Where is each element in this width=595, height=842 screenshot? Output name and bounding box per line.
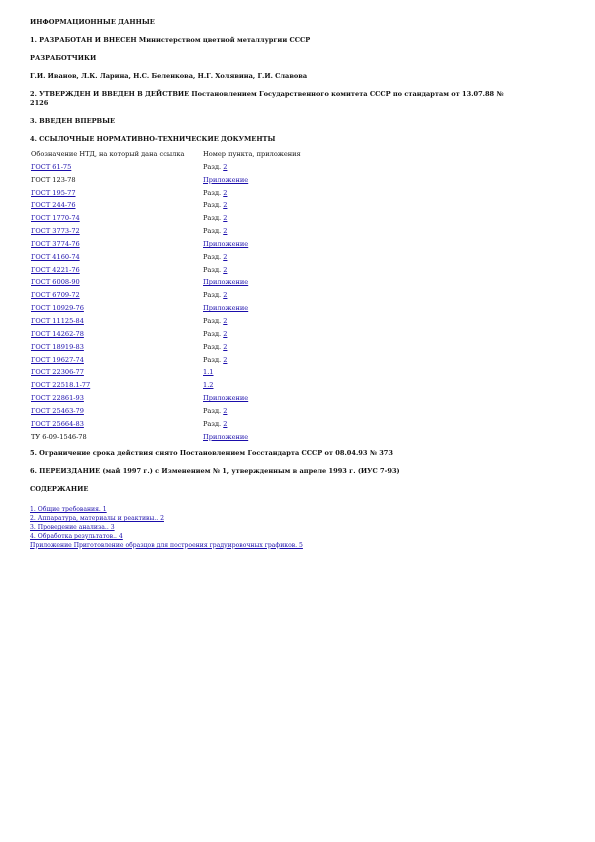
reference-clause-cell [203,317,301,330]
clause-link[interactable]: 2 [223,188,228,197]
developers-list: Г.И. Иванов, Л.К. Ларина, Н.С. Беленкова, Н.Г. Холявина, Г.И. Славова [30,72,308,80]
reference-clause-cell [203,240,301,253]
clause-link[interactable]: 2 [223,419,228,428]
reference-clause-cell [203,278,301,291]
reference-document-link[interactable]: ГОСТ 10929-76 [31,304,84,313]
table-row [31,189,301,202]
table-row [31,266,301,279]
reference-clause-cell [203,407,301,420]
toc-heading: СОДЕРЖАНИЕ [30,485,89,494]
table-row [31,214,301,227]
reference-clause-cell [203,381,301,394]
reference-document-cell [31,433,203,446]
reference-clause-cell [203,304,301,317]
clause-prefix: Разд. [203,316,224,325]
reference-clause-cell [203,266,301,279]
clause-link[interactable]: Приложение [203,278,249,287]
table-row [31,291,301,304]
clause-link[interactable]: 2 [223,406,228,415]
toc-item [30,506,573,515]
reference-document-text: ТУ 6-09-1546-78 [31,432,87,441]
reference-document-cell [31,201,203,214]
reference-document-link[interactable]: ГОСТ 11125-84 [31,316,84,325]
table-row [31,330,301,343]
reference-document-cell [31,176,203,189]
clause-prefix: Разд. [203,329,224,338]
reference-document-cell [31,407,203,420]
item-6-reissue: 6. ПЕРЕИЗДАНИЕ (май 1997 г.) с Изменением № 1, утвержденным в апреле 1993 г. (ИУС 7-93) [30,467,400,476]
reference-document-link[interactable]: ГОСТ 6709-72 [31,291,80,300]
reference-clause-cell [203,343,301,356]
reference-clause-cell [203,227,301,240]
table-row [31,201,301,214]
clause-link[interactable]: 2 [223,162,228,171]
reference-clause-cell [203,291,301,304]
reference-clause-cell [203,253,301,266]
reference-clause-cell [203,394,301,407]
table-row [31,317,301,330]
clause-link[interactable]: 2 [223,342,228,351]
reference-document-cell [31,330,203,343]
clause-link[interactable]: 2 [223,291,228,300]
reference-document-link[interactable]: ГОСТ 25463-79 [31,406,84,415]
toc-link[interactable]: Приложение Приготовление образцов для построения градуировочных графиков. 5 [30,541,303,549]
table-row [31,420,301,433]
reference-document-link[interactable]: ГОСТ 4221-76 [31,265,80,274]
reference-document-link[interactable]: ГОСТ 195-77 [31,188,76,197]
toc-item [30,515,573,524]
reference-document-link[interactable]: ГОСТ 6008-90 [31,278,80,287]
reference-clause-cell [203,433,301,446]
reference-document-link[interactable]: ГОСТ 22861-93 [31,394,84,403]
table-row [31,381,301,394]
reference-document-cell [31,253,203,266]
clause-link[interactable]: 1.1 [203,368,214,377]
toc-item [30,542,573,551]
table-row [31,368,301,381]
clause-link[interactable]: 2 [223,265,228,274]
reference-clause-cell [203,356,301,369]
clause-prefix: Разд. [203,214,224,223]
clause-prefix: Разд. [203,162,224,171]
references-table-body [31,163,301,446]
column-header-document: Обозначение НТД, на который дана ссылка [31,150,185,158]
reference-document-cell [31,368,203,381]
reference-document-link[interactable]: ГОСТ 18919-83 [31,342,84,351]
clause-prefix: Разд. [203,265,224,274]
reference-document-link[interactable]: ГОСТ 22518.1-77 [31,381,91,390]
reference-document-link[interactable]: ГОСТ 19627-74 [31,355,84,364]
reference-clause-cell [203,368,301,381]
clause-prefix: Разд. [203,355,224,364]
item-4-references-heading: 4. ССЫЛОЧНЫЕ НОРМАТИВНО-ТЕХНИЧЕСКИЕ ДОКУМЕНТЫ [30,135,276,143]
clause-link[interactable]: 2 [223,316,228,325]
reference-document-cell [31,163,203,176]
reference-document-link[interactable]: ГОСТ 3774-76 [31,239,80,248]
reference-document-cell [31,420,203,433]
toc-item [30,533,573,542]
reference-document-link[interactable]: ГОСТ 22306-77 [31,368,84,377]
reference-clause-cell [203,176,301,189]
reference-document-link[interactable]: ГОСТ 25664-83 [31,419,84,428]
column-header-clause: Номер пункта, приложения [203,150,301,158]
table-row [31,176,301,189]
reference-document-cell [31,278,203,291]
reference-document-link[interactable]: ГОСТ 61-75 [31,162,72,171]
item-5-validity: 5. Ограничение срока действия снято Постановлением Госстандарта СССР от 08.04.93 № 373 [30,449,393,458]
table-row [31,163,301,176]
toc-link[interactable]: 3. Проведение анализа.. 3 [30,524,115,531]
clause-prefix: Разд. [203,342,224,351]
item-1-developed: 1. РАЗРАБОТАН И ВНЕСЕН Министерством цветной металлургии СССР [30,36,311,44]
reference-clause-cell [203,420,301,433]
clause-link[interactable]: Приложение [203,394,249,403]
reference-document-cell [31,394,203,407]
clause-link[interactable]: 2 [223,252,228,261]
table-row [31,304,301,317]
table-row [31,356,301,369]
clause-link[interactable]: Приложение [203,239,249,248]
toc-link[interactable]: 1. Общие требования. 1 [30,506,107,514]
clause-prefix: Разд. [203,227,224,236]
table-row [31,343,301,356]
clause-prefix: Разд. [203,406,224,415]
clause-prefix: Разд. [203,201,224,210]
reference-document-link[interactable]: ГОСТ 14262-78 [31,329,84,338]
clause-link[interactable]: Приложение [203,432,249,441]
table-row [31,227,301,240]
reference-document-link[interactable]: ГОСТ 3773-72 [31,227,80,236]
clause-link[interactable]: Приложение [203,175,249,184]
reference-document-cell [31,291,203,304]
reference-document-cell [31,317,203,330]
clause-link[interactable]: 2 [223,329,228,338]
clause-prefix: Разд. [203,419,224,428]
reference-clause-cell [203,189,301,202]
info-heading: ИНФОРМАЦИОННЫЕ ДАННЫЕ [30,18,155,26]
reference-document-text: ГОСТ 123-78 [31,175,76,184]
item-2-approved-line1: 2. УТВЕРЖДЕН И ВВЕДЕН В ДЕЙСТВИЕ Постановлением Государственного комитета СССР по стандартам от 13.07.88 № [30,90,504,98]
clause-link[interactable]: 2 [223,214,228,223]
reference-document-link[interactable]: ГОСТ 4160-74 [31,252,80,261]
reference-document-link[interactable]: ГОСТ 244-76 [31,201,76,210]
clause-prefix: Разд. [203,291,224,300]
toc-item [30,524,573,533]
clause-prefix: Разд. [203,252,224,261]
reference-document-link[interactable]: ГОСТ 1770-74 [31,214,80,223]
developers-heading: РАЗРАБОТЧИКИ [30,54,97,62]
reference-document-cell [31,214,203,227]
toc-link[interactable]: 2. Аппаратура, материалы и реактивы.. 2 [30,515,164,523]
clause-link[interactable]: 2 [223,355,228,364]
clause-link[interactable]: 2 [223,201,228,210]
item-3-introduced: 3. ВВЕДЕН ВПЕРВЫЕ [30,117,116,125]
clause-link[interactable]: Приложение [203,304,249,313]
table-row [31,253,301,266]
reference-document-cell [31,227,203,240]
clause-link[interactable]: 2 [223,227,228,236]
table-row [31,278,301,291]
reference-document-cell [31,304,203,317]
references-table [31,150,301,445]
reference-document-cell [31,189,203,202]
table-row [31,240,301,253]
reference-clause-cell [203,201,301,214]
reference-document-cell [31,356,203,369]
reference-document-cell [31,381,203,394]
reference-document-cell [31,343,203,356]
toc-link[interactable]: 4. Обработка результатов.. 4 [30,532,123,540]
reference-clause-cell [203,214,301,227]
reference-document-cell [31,266,203,279]
table-row [31,407,301,420]
clause-prefix: Разд. [203,188,224,197]
table-of-contents [30,506,573,550]
reference-clause-cell [203,163,301,176]
reference-document-cell [31,240,203,253]
clause-link[interactable]: 1.2 [203,381,214,390]
reference-clause-cell [203,330,301,343]
item-2-approved-line2: 2126 [30,99,49,107]
references-table-header [31,150,301,163]
table-row [31,394,301,407]
table-row [31,433,301,446]
